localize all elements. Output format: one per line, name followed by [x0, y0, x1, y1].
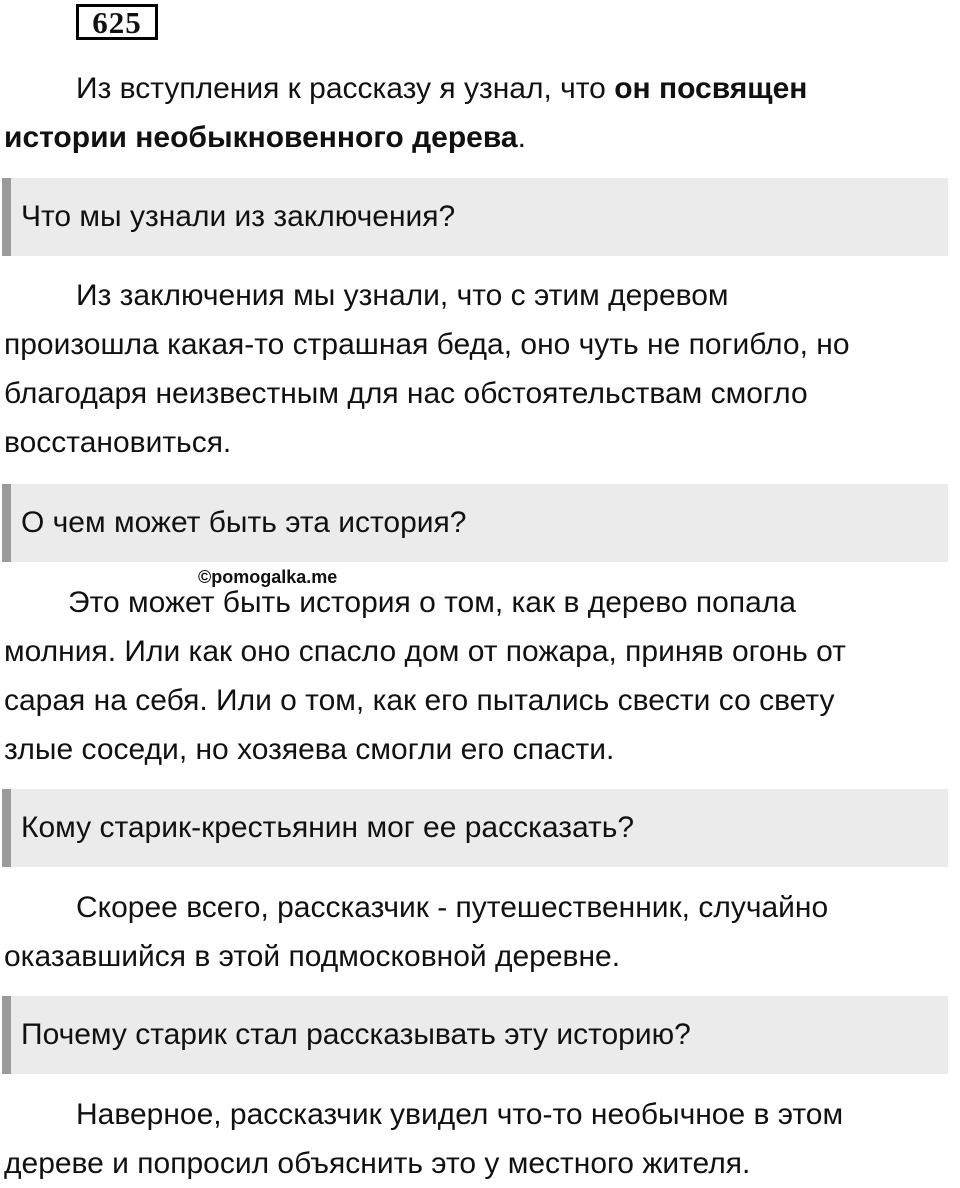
question-box: О чем может быть эта история?: [2, 484, 948, 562]
answer-line: Из заключения мы узнали, что с этим деревом: [76, 279, 729, 312]
intro-text-bold-2: истории необыкновенного дерева: [4, 121, 518, 154]
answer-line: Скорее всего, рассказчик - путешественник, случайно: [76, 891, 829, 924]
question-box: Что мы узнали из заключения?: [2, 178, 948, 256]
answer-line: дереве и попросил объяснить это у местного жителя.: [4, 1147, 751, 1180]
answer-line: молния. Или как оно спасло дом от пожара, приняв огонь от: [4, 635, 846, 668]
answer-line: произошла какая-то страшная беда, оно чуть не погибло, но: [4, 328, 850, 361]
answer-line: оказавшийся в этой подмосковной деревне.: [4, 940, 621, 973]
intro-text-bold-1: он посвящен: [614, 72, 808, 105]
answer-line: восстановиться.: [4, 426, 232, 459]
answer-line: благодаря неизвестным для нас обстоятельствам смогло: [4, 377, 808, 410]
answer-line: Наверное, рассказчик увидел что-то необычное в этом: [76, 1098, 844, 1131]
intro-text-plain: Из вступления к рассказу я узнал, что: [76, 72, 615, 105]
question-box: Кому старик-крестьянин мог ее рассказать?: [2, 789, 948, 867]
answer-line: злые соседи, но хозяева смогли его спасти.: [4, 733, 615, 766]
answer-line: Это может быть история о том, как в дерево попала: [68, 586, 796, 619]
intro-text-end: .: [517, 121, 526, 154]
answer-paragraph: [4, 1090, 956, 1188]
answer-line: сарая на себя. Или о том, как его пытались свести со свету: [4, 684, 835, 717]
answer-paragraph: [4, 578, 956, 774]
answer-paragraph: [4, 271, 956, 467]
question-box: Почему старик стал рассказывать эту историю?: [2, 996, 948, 1074]
task-number-box: 625: [76, 4, 158, 40]
intro-paragraph: [4, 64, 956, 162]
answer-paragraph: [4, 883, 956, 981]
watermark-text: ©pomogalka.me: [198, 567, 338, 587]
